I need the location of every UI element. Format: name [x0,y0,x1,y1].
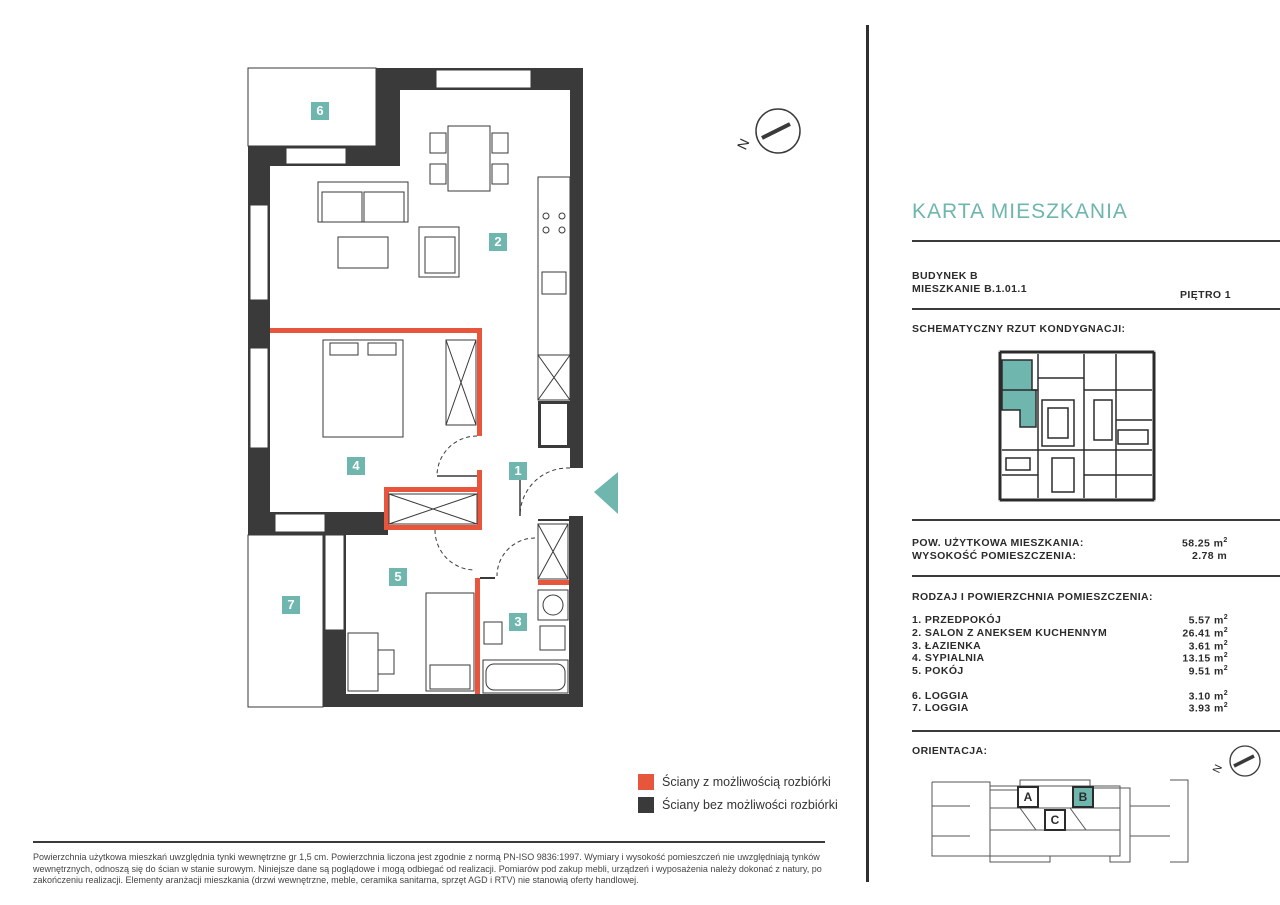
schematic-label: SCHEMATYCZNY RZUT KONDYGNACJI: [912,323,1126,335]
entrance-arrow [594,472,618,514]
rule-4 [912,575,1280,577]
room-badge-5: 5 [389,568,407,586]
legend-removable-label: Ściany z możliwością rozbiórki [662,775,831,789]
rule-3 [912,519,1280,521]
rule-2 [912,308,1280,310]
compass-top [756,109,800,153]
compass-icon [1228,744,1262,778]
apartment-label: MIESZKANIE B.1.01.1 [912,283,1027,295]
site-building-b: B [1072,786,1094,808]
height-value: 2.78 m [1192,550,1228,562]
site-building-c: C [1044,809,1066,831]
room-badge-2: 2 [489,233,507,251]
room-badge-3: 3 [509,613,527,631]
legend-removable-swatch [638,774,654,790]
page-title: KARTA MIESZKANIA [912,200,1128,223]
loggia-7-outline [248,535,323,707]
site-building-a: A [1017,786,1039,808]
rule-5 [912,730,1280,732]
compass-small-letter: N [1210,762,1226,776]
vertical-divider [866,25,869,882]
room-badge-4: 4 [347,457,365,475]
area-label: POW. UŻYTKOWA MIESZKANIA: [912,537,1084,549]
footer-disclaimer: Powierzchnia użytkowa mieszkań uwzględnia tynki wewnętrzne gr 1,5 cm. Powierzchnia liczona jest zgodnie z normą PN-ISO 9836:1997. Wymiary i wysokość pomieszczeń nie uwzględniają tynków wewnętrznych, odnoszą się do ścian w stanie surowym. Niniejsze dane są poglądowe i mogą odbiegać od realizacji. Pomiarów pod zakup mebli, urządzeń i wyposażenia należy dokonać z natury, po zakończeniu realizacji. Elementy aranżacji mieszkania (drzwi wewnętrzne, meble, ceramika sanitarna, sprzęt AGD i RTV) nie stanowią oferty handlowej. [33,852,822,885]
height-label: WYSOKOŚĆ POMIESZCZENIA: [912,550,1077,562]
compass-top-letter: N [733,136,753,152]
room-badge-7: 7 [282,596,300,614]
room-badge-1: 1 [509,462,527,480]
floor-label: PIĘTRO 1 [1180,289,1232,301]
building-label: BUDYNEK B [912,270,979,282]
legend-fixed-label: Ściany bez możliwości rozbiórki [662,798,838,812]
schematic-floor-plan [998,350,1156,502]
orientation-label: ORIENTACJA: [912,745,988,757]
room-badge-6: 6 [311,102,329,120]
area-value: 58.25 $m^2$ [1182,537,1228,550]
footer-divider [33,841,825,843]
rooms-label: RODZAJ I POWIERZCHNIA POMIESZCZENIA: [912,591,1153,603]
title-rule [912,240,1280,242]
legend-fixed-swatch [638,797,654,813]
